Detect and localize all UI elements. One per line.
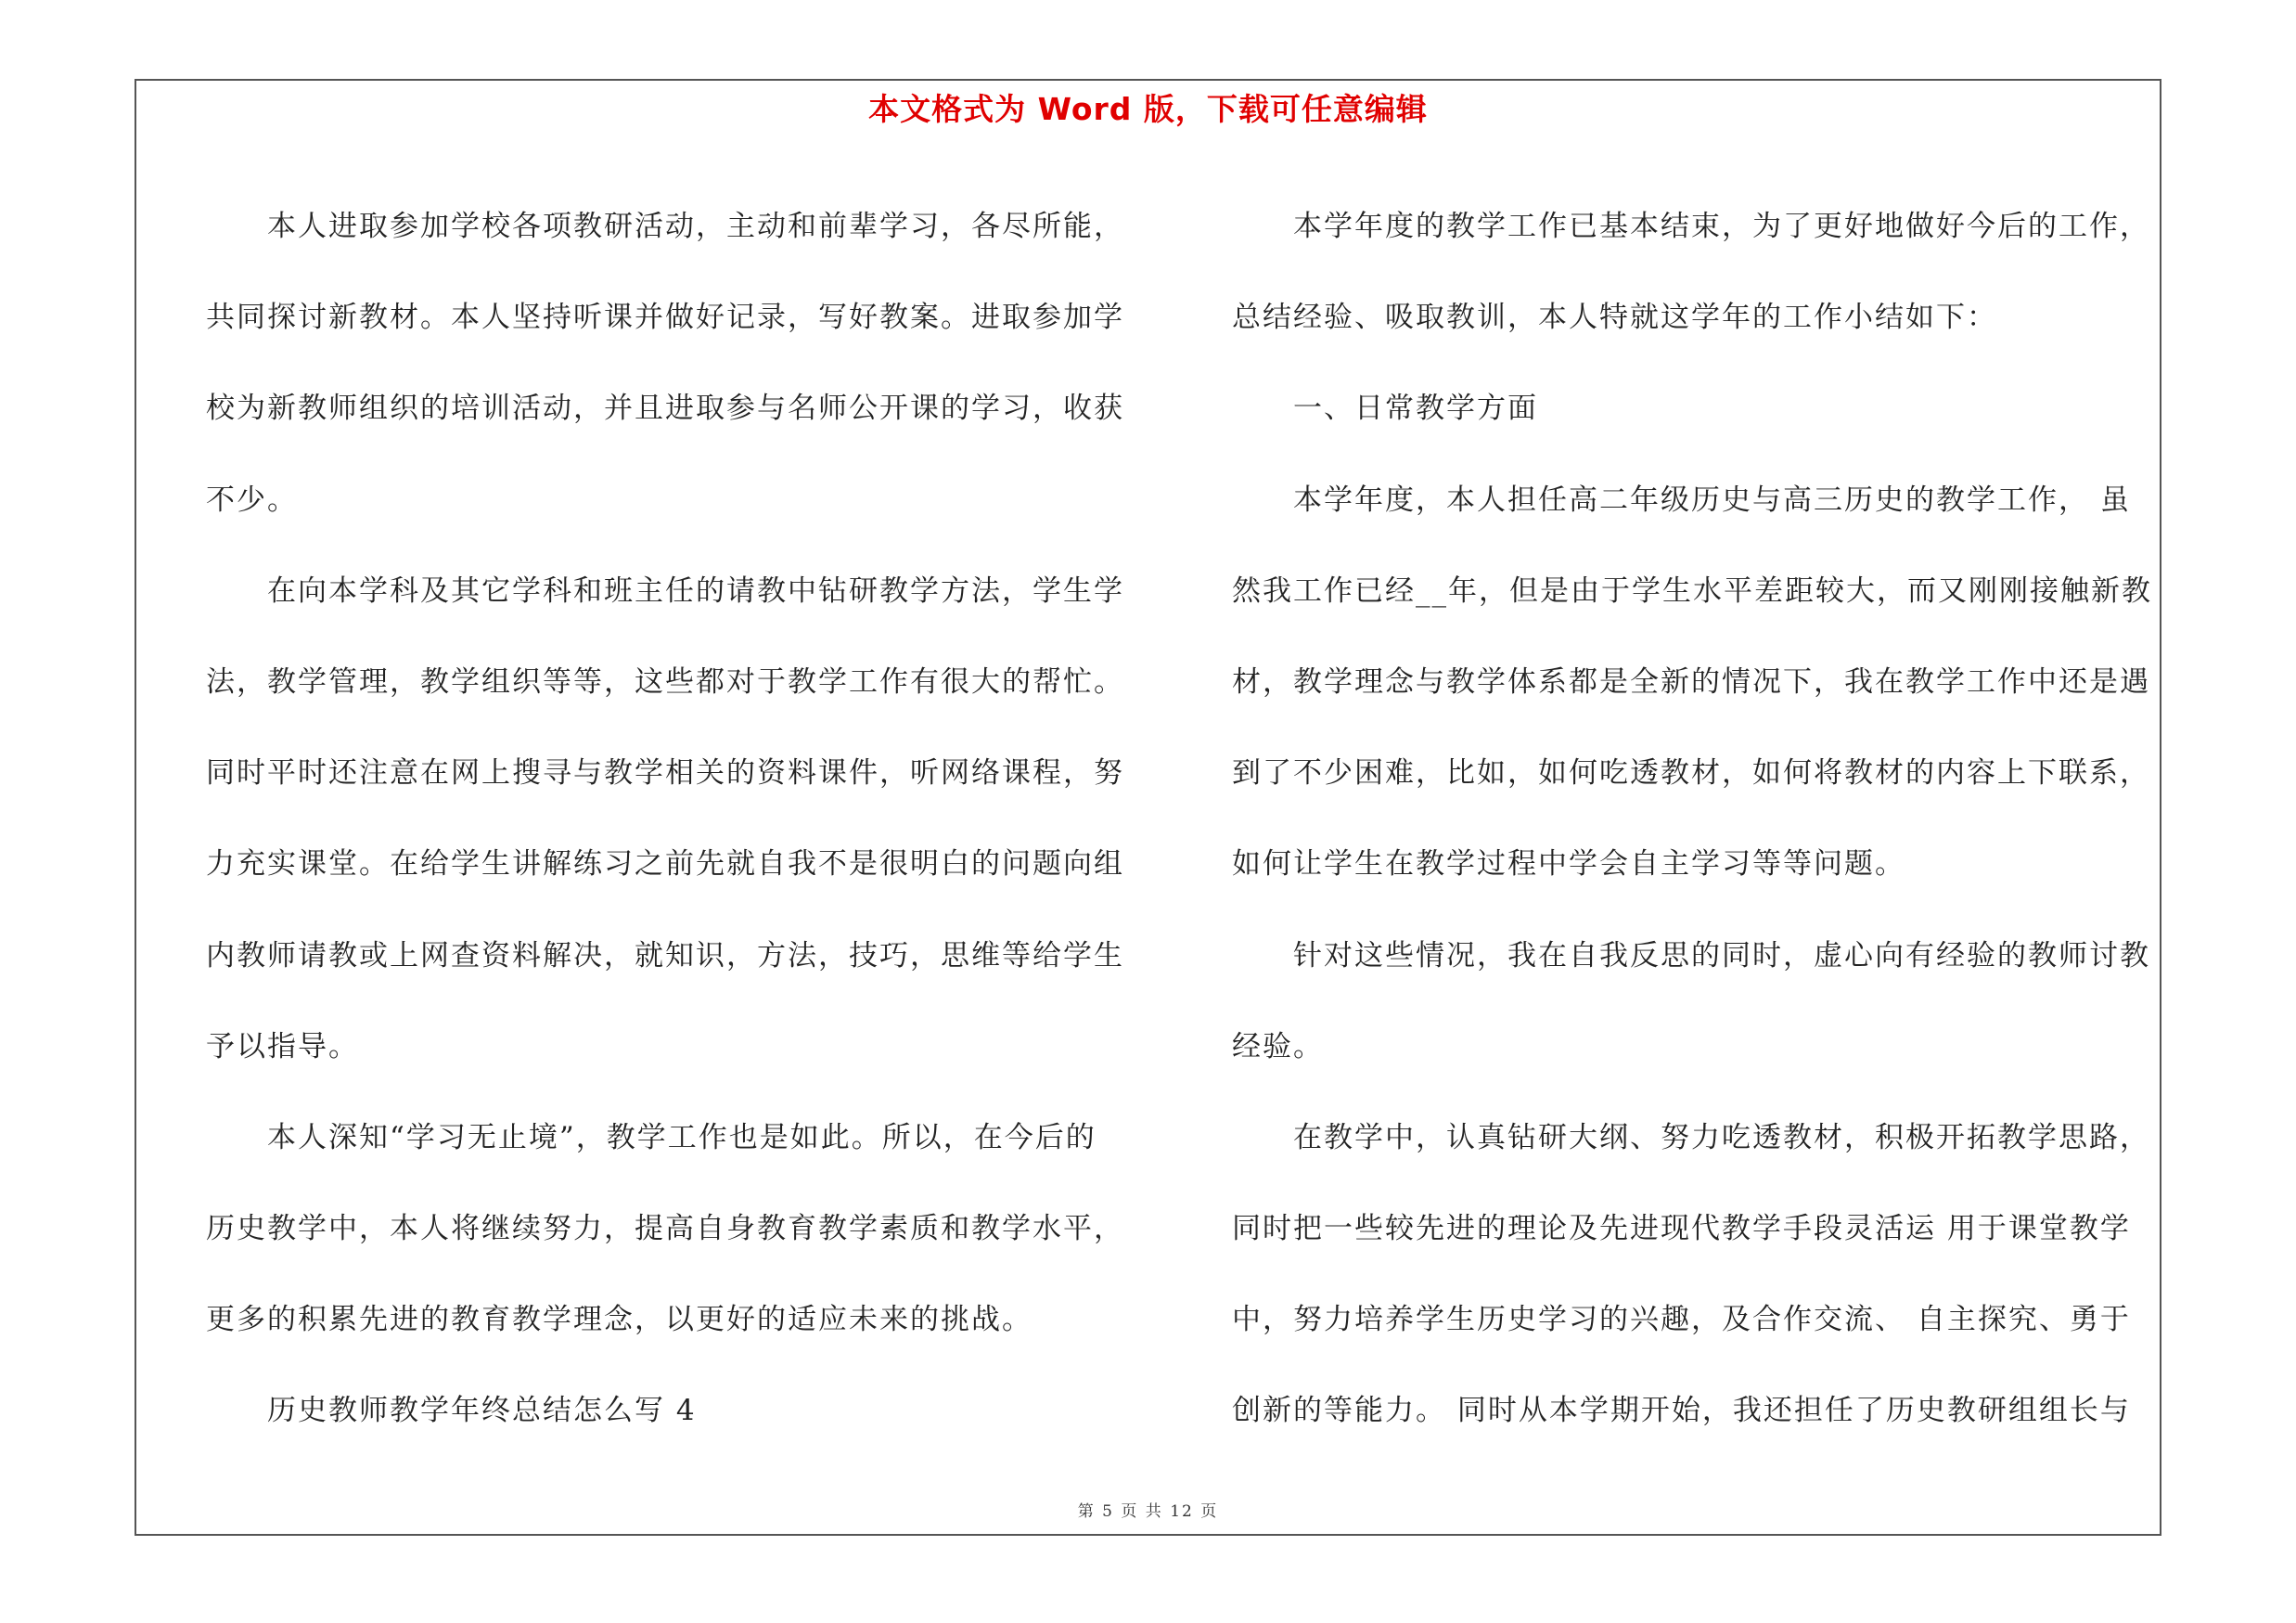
- text-line: 历史教师教学年终总结怎么写 4: [267, 1394, 697, 1428]
- text-line: 历史教学中，本人将继续努力，提高自身教育教学素质和教学水平，: [206, 1212, 1124, 1246]
- text-line: 同时把一些较先进的理论及先进现代教学手段灵活运 用于课堂教学: [1232, 1212, 2131, 1246]
- left-text-column: [206, 181, 1143, 1457]
- text-line: 针对这些情况，我在自我反思的同时，虚心向有经验的教师讨教: [1293, 938, 2150, 973]
- text-line: 在向本学科及其它学科和班主任的请教中钻研教学方法，学生学: [267, 573, 1124, 608]
- text-line: 创新的等能力。 同时从本学期开始，我还担任了历史教研组组长与: [1232, 1394, 2131, 1428]
- page-number-footer: 第 5 页 共 12 页: [1077, 1502, 1219, 1521]
- text-line: 力充实课堂。在给学生讲解练习之前先就自我不是很明白的问题向组: [206, 847, 1124, 882]
- editable-word-banner: 本文格式为 Word 版，下载可任意编辑: [868, 91, 1428, 127]
- text-line: 同时平时还注意在网上搜寻与教学相关的资料课件，听网络课程，努: [206, 756, 1124, 791]
- text-line: 中，努力培养学生历史学习的兴趣，及合作交流、 自主探究、勇于: [1232, 1303, 2131, 1337]
- text-line: 本人进取参加学校各项教研活动，主动和前辈学习，各尽所能，: [267, 210, 1124, 243]
- text-line: 本人深知“学习无止境”，教学工作也是如此。所以，在今后的: [267, 1120, 1097, 1154]
- text-line: 总结经验、吸取教训，本人特就这学年的工作小结如下：: [1232, 301, 1997, 335]
- text-line: 如何让学生在教学过程中学会自主学习等等问题。: [1232, 847, 1905, 882]
- right-text-column: [1232, 181, 2160, 1457]
- text-line: 共同探讨新教材。本人坚持听课并做好记录，写好教案。进取参加学: [206, 301, 1124, 335]
- text-line: 经验。: [1232, 1029, 1324, 1063]
- text-line: 在教学中，认真钻研大纲、努力吃透教材，积极开拓教学思路，: [1293, 1120, 2150, 1154]
- text-line: 本学年度的教学工作已基本结束，为了更好地做好今后的工作，: [1293, 210, 2150, 243]
- text-line: 法，教学管理，教学组织等等，这些都对于教学工作有很大的帮忙。: [206, 664, 1124, 699]
- text-line: 更多的积累先进的教育教学理念，以更好的适应未来的挑战。: [206, 1303, 1033, 1337]
- text-line: 材，教学理念与教学体系都是全新的情况下，我在教学工作中还是遇: [1232, 664, 2150, 699]
- text-line: 予以指导。: [206, 1029, 359, 1063]
- text-line: 一、日常教学方面: [1293, 392, 1538, 426]
- text-line: 本学年度，本人担任高二年级历史与高三历史的教学工作， 虽: [1293, 483, 2131, 517]
- text-line: 校为新教师组织的培训活动，并且进取参与名师公开课的学习，收获: [206, 392, 1124, 426]
- text-line: 然我工作已经__年，但是由于学生水平差距较大，而又刚刚接触新教: [1232, 573, 2152, 608]
- text-line: 到了不少困难，比如，如何吃透教材，如何将教材的内容上下联系，: [1232, 756, 2150, 791]
- text-line: 内教师请教或上网查资料解决，就知识，方法，技巧，思维等给学生: [206, 938, 1124, 973]
- text-line: 不少。: [206, 483, 298, 517]
